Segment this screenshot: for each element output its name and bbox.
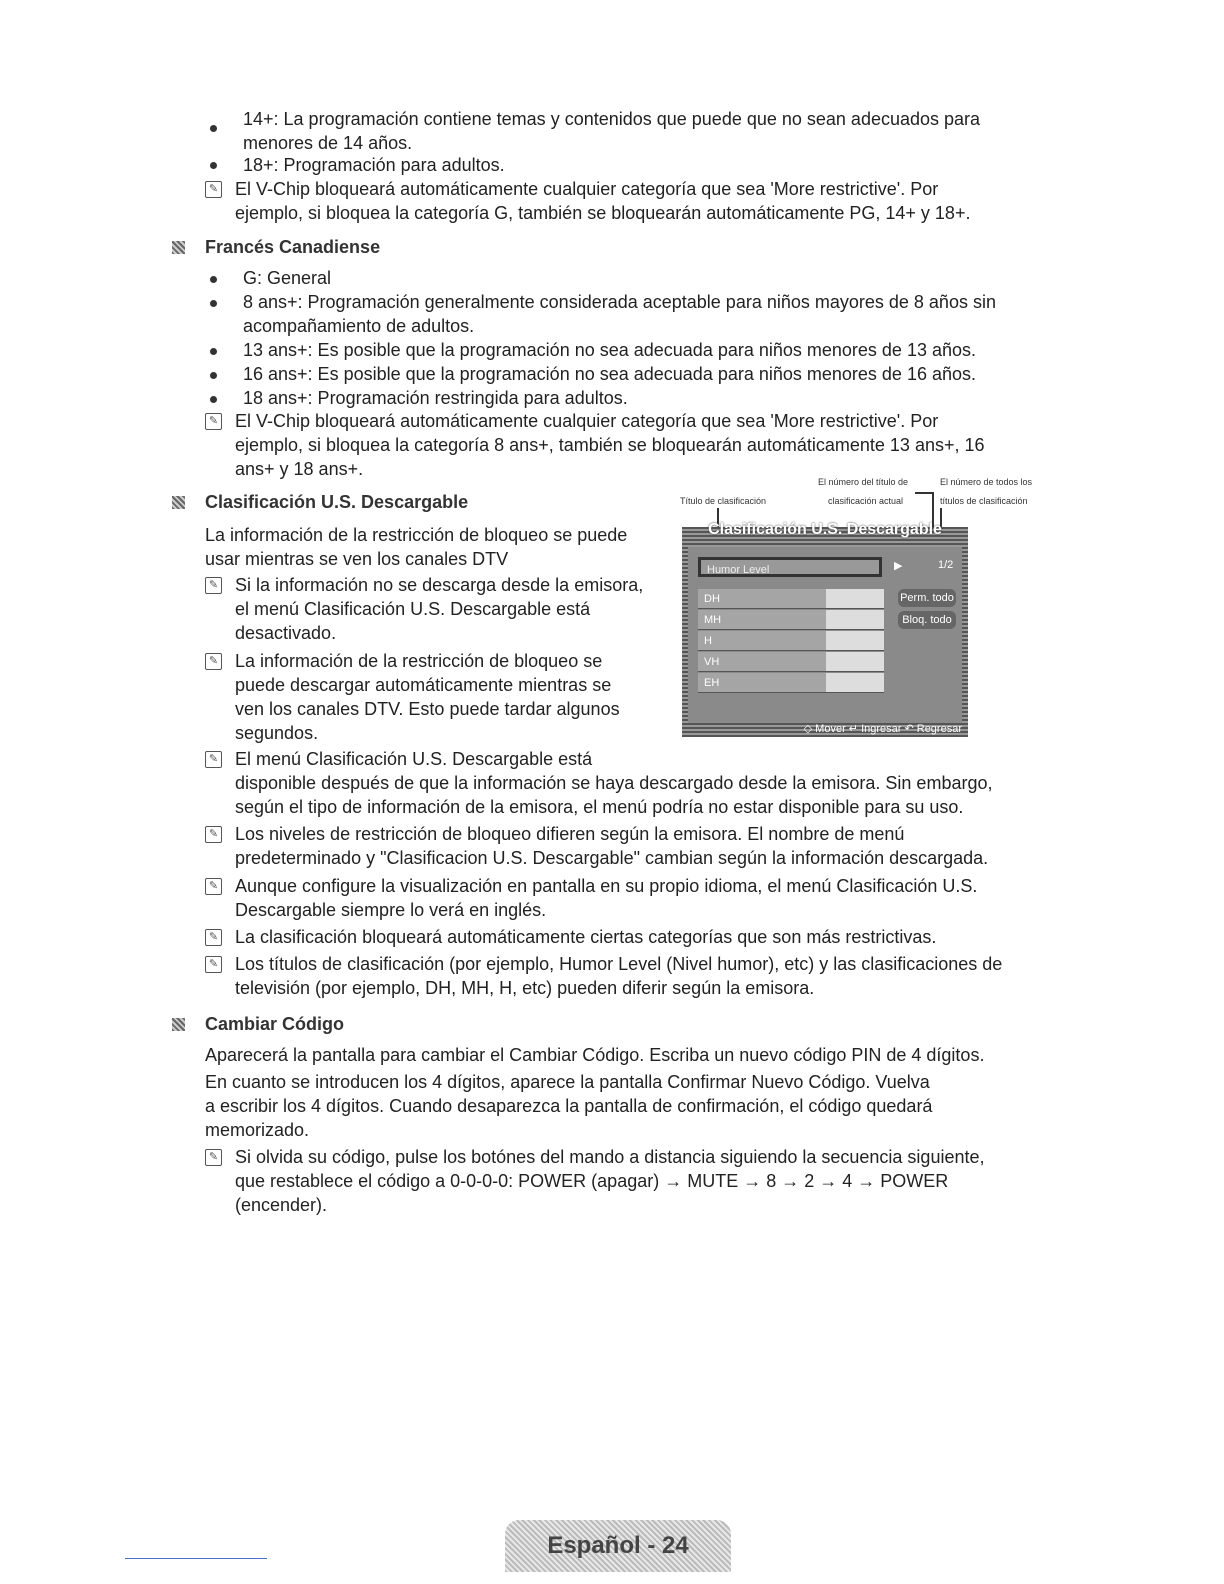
bullet-icon xyxy=(210,125,217,132)
text-line: El menú Clasificación U.S. Descargable está xyxy=(235,749,593,769)
text-line: El V-Chip bloqueará automáticamente cualquier categoría que sea 'More restrictive'. Por xyxy=(235,179,939,199)
rating-row[interactable] xyxy=(698,589,884,609)
callout-title-label: Título de clasificación xyxy=(680,496,767,506)
text-line: 14+: La programación contiene temas y contenidos que puede que no sean adecuados para xyxy=(243,109,981,129)
bullet-18plus xyxy=(243,153,505,177)
screen-footer-hints: ◇ Mover ↵ Ingresar ↶ Regresar xyxy=(803,723,962,735)
note-availability xyxy=(235,747,992,819)
text-line: 16 ans+: Es posible que la programación no sea adecuada para niños menores de 16 años. xyxy=(243,364,976,384)
bullet-icon xyxy=(210,372,217,379)
section-square-icon xyxy=(172,1018,185,1031)
note-icon: ✎ xyxy=(205,577,222,594)
text-line: Si olvida su código, pulse los botónes del mando a distancia siguiendo la secuencia siguiente, xyxy=(235,1147,985,1167)
note-icon: ✎ xyxy=(205,413,222,430)
heading-frances: Francés Canadiense xyxy=(205,237,381,257)
note-icon: ✎ xyxy=(205,1149,222,1166)
allow-all-button[interactable]: Perm. todo xyxy=(898,589,956,607)
cambiar-para2 xyxy=(205,1070,932,1142)
block-all-button[interactable]: Bloq. todo xyxy=(898,611,956,629)
note-auto-block xyxy=(235,925,936,949)
text-line: memorizado. xyxy=(205,1120,310,1140)
text-line: según el tipo de información de la emisora, el menú podría no estar disponible para su uso. xyxy=(235,797,964,817)
text-line: el menú Clasificación U.S. Descargable está xyxy=(235,599,591,619)
bullet-icon xyxy=(210,276,217,283)
heading-descargable: Clasificación U.S. Descargable xyxy=(205,492,469,512)
screen-body xyxy=(688,547,962,723)
section-square-icon xyxy=(172,241,185,254)
text-line: ejemplo, si bloquea la categoría G, también se bloquearán automáticamente PG, 14+ y 18+. xyxy=(235,203,971,223)
rating-row[interactable] xyxy=(698,652,884,672)
text-line: usar mientras se ven los canales DTV xyxy=(205,549,509,569)
callout-line xyxy=(915,492,933,494)
rating-label: H xyxy=(704,635,712,647)
callout-current-2: clasificación actual xyxy=(828,496,904,506)
note-no-download xyxy=(235,573,643,645)
text-line: predeterminado y "Clasificacion U.S. Descargable" cambian según la información descargada. xyxy=(235,848,989,868)
text-line: La información de la restricción de bloqueo se xyxy=(235,651,603,671)
rating-menu-screen xyxy=(682,521,968,737)
text-line: ven los canales DTV. Esto puede tardar algunos xyxy=(235,699,620,719)
note-auto-download xyxy=(235,649,620,745)
footer-rule xyxy=(125,1558,267,1559)
text-line: a escribir los 4 dígitos. Cuando desaparezca la pantalla de confirmación, el código quedará xyxy=(205,1096,933,1116)
heading-cambiar: Cambiar Código xyxy=(205,1014,345,1034)
rating-title-selector[interactable]: Humor Level xyxy=(698,557,882,577)
text-line: Si la información no se descarga desde la emisora, xyxy=(235,575,644,595)
text-line: menores de 14 años. xyxy=(243,133,413,153)
text-line: ans+ y 18 ans+. xyxy=(235,459,364,479)
lock-cell[interactable] xyxy=(826,673,884,692)
note-icon: ✎ xyxy=(205,878,222,895)
rating-row[interactable] xyxy=(698,673,884,693)
rating-row[interactable] xyxy=(698,610,884,630)
text-line: acompañamiento de adultos. xyxy=(243,316,475,336)
text-line: (encender). xyxy=(235,1195,328,1215)
section-square-icon xyxy=(172,496,185,509)
text-line: Los niveles de restricción de bloqueo difieren según la emisora. El nombre de menú xyxy=(235,824,905,844)
screen-title: Clasificación U.S. Descargable xyxy=(708,521,942,538)
callout-current-1: El número del título de xyxy=(818,477,909,487)
rating-label: EH xyxy=(704,677,720,689)
text-line: 18+: Programación para adultos. xyxy=(243,155,505,175)
bullet-icon xyxy=(210,162,217,169)
text-line: ejemplo, si bloquea la categoría 8 ans+, también se bloquearán automáticamente 13 ans+, 16 xyxy=(235,435,985,455)
note-icon: ✎ xyxy=(205,929,222,946)
rating-label: VH xyxy=(704,656,720,668)
text-line: disponible después de que la información se haya descargado desde la emisora. Sin embargo, xyxy=(235,773,993,793)
rating-row[interactable] xyxy=(698,631,884,651)
note-levels xyxy=(235,822,988,870)
text-line: televisión (por ejemplo, DH, MH, H, etc) pueden diferir según la emisora. xyxy=(235,978,815,998)
text-line: La clasificación bloqueará automáticamente ciertas categorías que son más restrictivas. xyxy=(235,927,937,947)
title-count: 1/2 xyxy=(938,559,954,571)
text-line: desactivado. xyxy=(235,623,337,643)
text-line: segundos. xyxy=(235,723,319,743)
text-line: Los títulos de clasificación (por ejemplo, Humor Level (Nivel humor), etc) y las clasificaciones de xyxy=(235,954,1003,974)
rating-label: DH xyxy=(704,593,720,605)
text-line: Descargable siempre lo verá en inglés. xyxy=(235,900,547,920)
note-icon: ✎ xyxy=(205,181,222,198)
note-vchip-fr xyxy=(235,409,985,481)
lock-cell[interactable] xyxy=(826,652,884,671)
lock-cell[interactable] xyxy=(826,631,884,650)
text-line: 18 ans+: Programación restringida para adultos. xyxy=(243,388,628,408)
bullet-16ans xyxy=(243,362,976,386)
bullet-18ans xyxy=(243,386,628,410)
bullet-g xyxy=(243,266,331,290)
text-line: 13 ans+: Es posible que la programación no sea adecuada para niños menores de 13 años. xyxy=(243,340,976,360)
note-vchip-us xyxy=(235,177,970,225)
text-line: 8 ans+: Programación generalmente considerada aceptable para niños mayores de 8 años sin xyxy=(243,292,996,312)
callout-total-2: títulos de clasificación xyxy=(940,496,1028,506)
note-reset-code xyxy=(235,1145,985,1217)
bullet-icon xyxy=(210,300,217,307)
bullet-icon xyxy=(210,348,217,355)
bullet-14plus xyxy=(243,107,980,155)
bullet-13ans xyxy=(243,338,976,362)
note-icon: ✎ xyxy=(205,956,222,973)
text-line: G: General xyxy=(243,268,332,288)
bullet-icon xyxy=(210,396,217,403)
cambiar-para1 xyxy=(205,1043,984,1067)
rating-label: MH xyxy=(704,614,722,626)
note-titles xyxy=(235,952,1002,1000)
callout-total-1: El número de todos los xyxy=(940,477,1033,487)
text-line: Aparecerá la pantalla para cambiar el Cambiar Código. Escriba un nuevo código PIN de 4 dígitos. xyxy=(205,1045,985,1065)
note-icon: ✎ xyxy=(205,751,222,768)
note-icon: ✎ xyxy=(205,826,222,843)
page-footer-label: Español - 24 xyxy=(505,1520,731,1572)
descargable-intro xyxy=(205,523,627,571)
text-line: La información de la restricción de bloqueo se puede xyxy=(205,525,628,545)
text-line: El V-Chip bloqueará automáticamente cualquier categoría que sea 'More restrictive'. Por xyxy=(235,411,939,431)
bullet-8ans xyxy=(243,290,996,338)
text-line: puede descargar automáticamente mientras se xyxy=(235,675,612,695)
text-line: que restablece el código a 0-0-0-0: POWER (apagar) → MUTE → 8 → 2 → 4 → POWER xyxy=(235,1171,949,1191)
lock-cell[interactable] xyxy=(826,610,884,629)
text-line: Aunque configure la visualización en pantalla en su propio idioma, el menú Clasificación U.S. xyxy=(235,876,978,896)
lock-cell[interactable] xyxy=(826,589,884,608)
play-arrow-icon[interactable]: ▶ xyxy=(894,560,903,572)
note-language xyxy=(235,874,977,922)
text-line: En cuanto se introducen los 4 dígitos, aparece la pantalla Confirmar Nuevo Código. Vuelva xyxy=(205,1072,930,1092)
note-icon: ✎ xyxy=(205,653,222,670)
